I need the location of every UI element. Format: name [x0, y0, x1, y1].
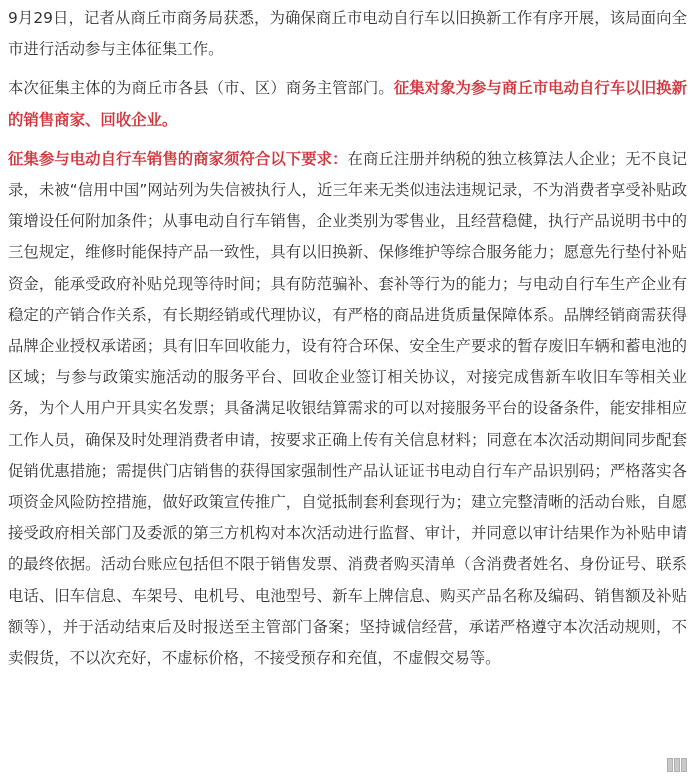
thumbnail-bar-mid	[674, 758, 680, 772]
thumbnail-bar-right	[681, 758, 687, 772]
paragraph-requirements	[8, 144, 687, 674]
subject-highlight: 征集对象为参与商丘市电动自行车以旧换新的销售商家、回收企业。	[8, 79, 687, 129]
paragraph-intro	[8, 3, 687, 65]
intro-text: 9月29日，记者从商丘市商务局获悉，为确保商丘市电动自行车以旧换新工作有序开展，该局面向全市进行活动参与主体征集工作。	[8, 9, 687, 59]
requirements-text: 在商丘注册并纳税的独立核算法人企业；无不良记录，未被“信用中国”网站列为失信被执行人，近三年来无类似违法违规记录，不为消费者享受补贴政策增设任何附加条件；从事电动自行车销售，企业类别为零售业，且经营稳健，执行产品说明书中的三包规定，维修时能保持产品一致性，具有以旧换新、保修维护等综合服务能力；愿意先行垫付补贴资金，能承受政府补贴兑现等待时间；具有防范骗补、套补等行为的能力；与电动自行车生产企业有稳定的产销合作关系，有长期经销或代理协议，有严格的商品进货质量保障体系。品牌经销商需获得品牌企业授权承诺函；具有旧车回收能力，设有符合环保、安全生产要求的暂存废旧车辆和蓄电池的区域；与参与政策实施活动的服务平台、回收企业签订相关协议，对接完成售新车收旧车等相关业务，为个人用户开具实名发票；具备满足收银结算需求的可以对接服务平台的设备条件，能安排相应工作人员，确保及时处理消费者申请，按要求正确上传有关信息材料；同意在本次活动期间同步配套促销优惠措施；需提供门店销售的获得国家强制性产品认证证书电动自行车产品识别码；严格落实各项资金风险防控措施，做好政策宣传推广，自觉抵制套利套现行为；建立完整清晰的活动台账，自愿接受政府相关部门及委派的第三方机构对本次活动进行监督、审计，并同意以审计结果作为补贴申请的最终依据。活动台账应包括但不限于销售发票、消费者购买清单（含消费者姓名、身份证号、联系电话、旧车信息、车架号、电机号、电池型号、新车上牌信息、购买产品名称及编码、销售额及补贴额等），并于活动结束后及时报送至主管部门备案；坚持诚信经营，承诺严格遵守本次活动规则，不卖假货，不以次充好，不虚标价格，不接受预存和充值，不虚假交易等。	[8, 149, 687, 668]
subject-text: 本次征集主体的为商丘市各县（市、区）商务主管部门。	[8, 79, 394, 98]
gallery-thumbnail-icon[interactable]	[667, 758, 687, 772]
requirements-heading: 征集参与电动自行车销售的商家须符合以下要求：	[8, 149, 348, 168]
thumbnail-bar-left	[667, 758, 673, 772]
article-body	[8, 3, 687, 682]
paragraph-subject	[8, 73, 687, 135]
